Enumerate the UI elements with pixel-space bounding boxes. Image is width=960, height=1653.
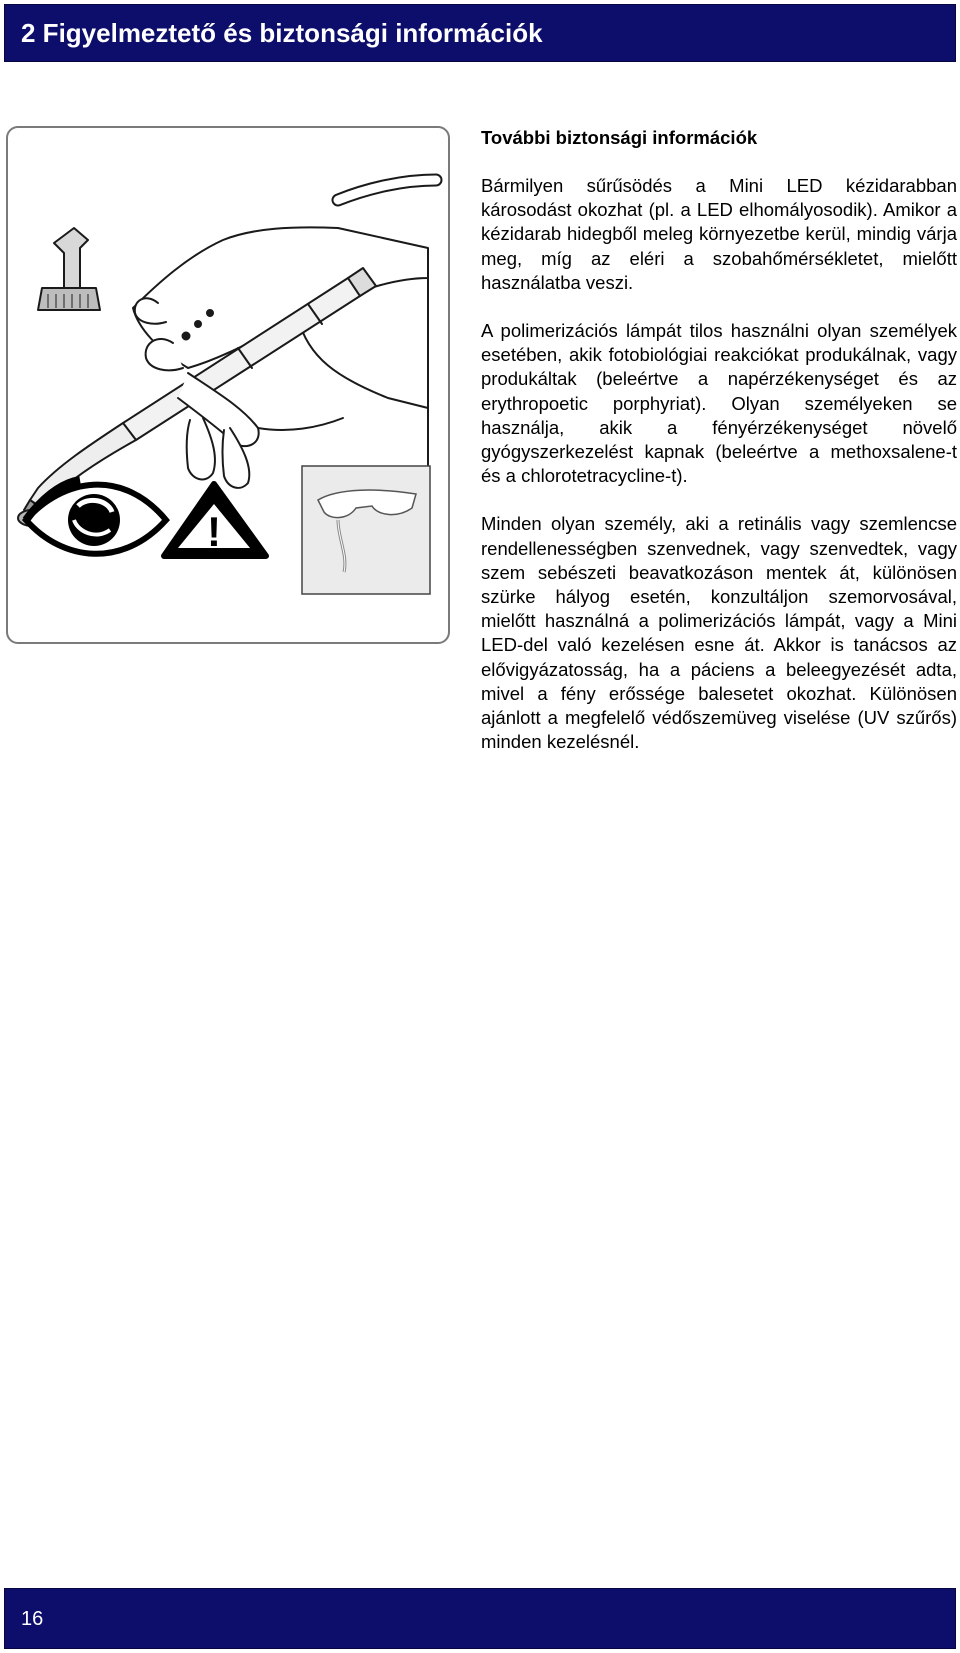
paragraph-photobiological: A polimerizációs lámpát tilos használni olyan személyek esetében, akik fotobiológiai reakciókat produkálnak, vagy produkáltak (beleértve a napérzékenységet és az erythropoetic porphyriat). Olyan személyeken se használja, akik a fényérzékenységet növelő gyógyszerkezelést kapnak (beleértve a methoxsalene-t és a chlorotetracycline-t). [481, 320, 957, 487]
section-heading: További biztonsági információk [481, 127, 758, 148]
light-guide-tip-icon [38, 228, 100, 310]
page-number: 16 [21, 1608, 44, 1630]
safety-glasses-icon [302, 466, 430, 594]
header-bar [4, 4, 956, 62]
paragraph-eye-safety: Minden olyan személy, aki a retinális vagy szemlencse rendellenességben szenvednek, vagy szenvedtek, vagy szem sebészeti beavatkozáson mentek át, különösen szürke hályog esetén, konzultáljon szemorvosával, mielőtt használná a polimerizációs lámpát, vagy a Mini LED-del való kezelésen esne át. Akkor is tanácsos az elővigyázatosság, ha a páciens a beleegyezését adta, mivel a fény erőssége balesetet okozhat. Különösen ajánlott a megfelelő védőszemüveg viselése (UV szűrős) minden kezelésnél. [481, 513, 957, 753]
page-title: 2 Figyelmeztető és biztonsági információk [21, 18, 543, 48]
safety-illustration [6, 126, 450, 644]
footer-bar [4, 1588, 956, 1649]
text-column [481, 126, 957, 778]
warning-exclamation: ! [207, 508, 221, 555]
warning-triangle-icon [164, 484, 266, 556]
paragraph-condensation: Bármilyen sűrűsödés a Mini LED kézidarabban károsodást okozhat (pl. a LED elhomályosodik). Amikor a kézidarab hidegből meleg környezetbe kerül, mindig várja meg, míg az eléri a szobahőmérsékletet, mielőtt használatba veszi. [481, 175, 957, 293]
